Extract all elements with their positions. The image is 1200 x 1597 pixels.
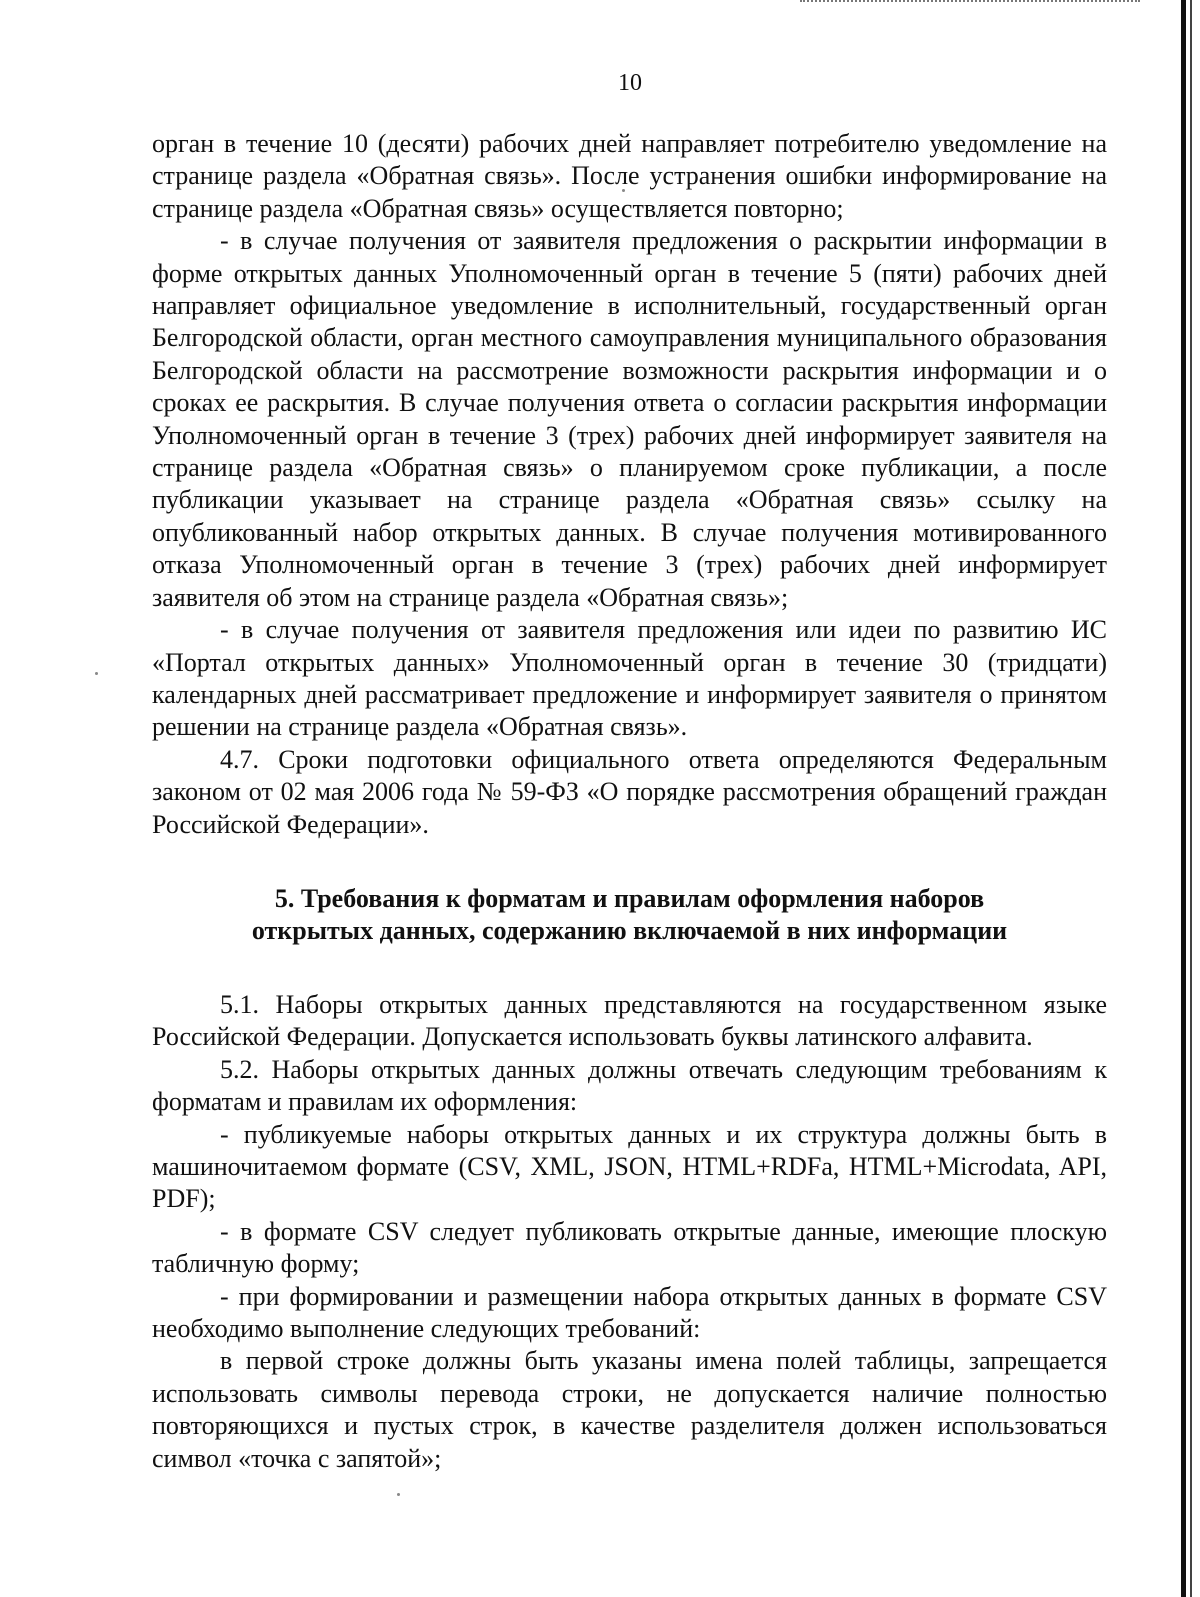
paragraph: 4.7. Сроки подготовки официального ответа определяются Федеральным законом от 02 мая 2006 года № 59-ФЗ «О порядке рассмотрения обращений граждан Российской Федерации». (152, 744, 1107, 839)
scan-top-marks (800, 0, 1140, 5)
scan-speck (397, 1493, 400, 1496)
scan-edge-line (1190, 0, 1192, 1597)
paragraph: - публикуемые наборы открытых данных и их структура должны быть в машиночитаемом формате (CSV, XML, JSON, HTML+RDFa, HTML+Microdata, API, PDF); (152, 1119, 1107, 1214)
section-heading-line: 5. Требования к форматам и правилам оформления наборов (274, 883, 985, 913)
section-heading (152, 883, 1107, 947)
scan-speck (95, 672, 98, 675)
paragraph: - в случае получения от заявителя предложения или идеи по развитию ИС «Портал открытых данных» Уполномоченный орган в течение 30 (тридцати) календарных дней рассматривает предложение и информирует заявителя о принятом решении на странице раздела «Обратная связь». (152, 615, 1107, 742)
paragraph: 5.2. Наборы открытых данных должны отвечать следующим требованиям к форматам и правилам их оформления: (152, 1054, 1107, 1117)
document-body (152, 128, 1107, 1475)
paragraph: - в формате CSV следует публиковать открытые данные, имеющие плоскую табличную форму; (152, 1216, 1107, 1279)
section-heading-line: открытых данных, содержанию включаемой в них информации (251, 915, 1008, 945)
paragraph: 5.1. Наборы открытых данных представляются на государственном языке Российской Федерации. Допускается использовать буквы латинского алфавита. (152, 989, 1107, 1052)
paragraph: орган в течение 10 (десяти) рабочих дней направляет потребителю уведомление на странице раздела «Обратная связь». После устранения ошибки информирование на странице раздела «Обратная связь» осуществляется повторно; (152, 129, 1107, 223)
scan-edge-shadow (1181, 0, 1186, 1597)
paragraph: - при формировании и размещении набора открытых данных в формате CSV необходимо выполнение следующих требований: (152, 1281, 1107, 1343)
paragraph: - в случае получения от заявителя предложения о раскрытии информации в форме открытых данных Уполномоченный орган в течение 5 (пяти) рабочих дней направляет официальное уведомление в исполнительный, государственный орган Белгородской области, орган местного самоуправления муниципального образования Белгородской области на рассмотрение возможности раскрытия информации и о сроках ее раскрытия. В случае получения ответа о согласии раскрытия информации Уполномоченный орган в течение 3 (трех) рабочих дней информирует заявителя на странице раздела «Обратная связь» о планируемом сроке публикации, а после публикации указывает на странице раздела «Обратная связь» ссылку на опубликованный набор открытых данных. В случае получения мотивированного отказа Уполномоченный орган в течение 3 (трех) рабочих дней информирует заявителя об этом на странице раздела «Обратная связь»; (152, 226, 1107, 612)
page-number: 10 (618, 70, 642, 96)
paragraph: в первой строке должны быть указаны имена полей таблицы, запрещается использовать символы перевода строки, не допускается наличие полностью повторяющихся и пустых строк, в качестве разделителя должен использоваться символ «точка с запятой»; (152, 1346, 1107, 1473)
